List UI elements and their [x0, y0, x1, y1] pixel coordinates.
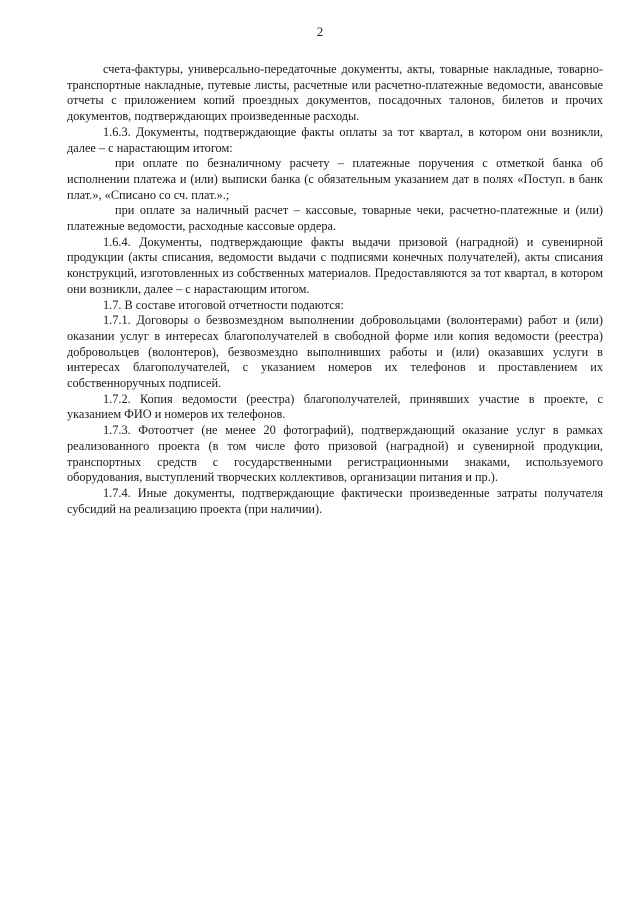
paragraph-1-7-4: 1.7.4. Иные документы, подтверждающие фактически произведенные затраты получателя субсидий на реализацию проекта (при наличии). — [67, 485, 603, 516]
paragraph-cashless-payment: при оплате по безналичному расчету – платежные поручения с отметкой банка об исполнении платежа и (или) выписки банка (с обязательным указанием дат в полях «Поступ. в банк плат.», «Списано со сч. плат.».; — [67, 156, 603, 202]
paragraph-1-7-2: 1.7.2. Копия ведомости (реестра) благополучателей, принявших участие в проекте, с указанием ФИО и номеров их телефонов. — [67, 391, 603, 422]
paragraph-1-7-3: 1.7.3. Фотоотчет (не менее 20 фотографий), подтверждающий оказание услуг в рамках реализованного проекта (в том числе фото призовой (наградной) и сувенирной продукции, транспортных средств с государственными регистрационными знаками, используемого оборудования, выступлений творческих коллективов, организации питания и пр.). — [67, 423, 603, 485]
page-number: 2 — [316, 24, 324, 39]
paragraph-1-7-1: 1.7.1. Договоры о безвозмездном выполнении добровольцами (волонтерами) работ и (или) оказании услуг в интересах благополучателей в свободной форме или копия ведомости (реестра) добровольцев (волонтеров), безвозмездно выполнивших работы и (или) оказавших услуги в интересах благополучателей, с указанием номеров их телефонов и проставлением их собственноручных подписей. — [67, 313, 603, 391]
paragraph-1-7: 1.7. В составе итоговой отчетности подаются: — [103, 297, 344, 312]
paragraph-invoice-list: счета-фактуры, универсально-передаточные документы, акты, товарные накладные, товарно-транспортные накладные, путевые листы, расчетные или расчетно-платежные ведомости, авансовые отчеты с приложением копий проездных документов, посадочных талонов, билетов и прочих документов, подтверждающих произведенные расходы. — [67, 62, 603, 124]
document-body — [67, 62, 603, 517]
paragraph-cash-payment: при оплате за наличный расчет – кассовые, товарные чеки, расчетно-платежные и (или) платежные ведомости, расходные кассовые ордера. — [67, 203, 603, 234]
paragraph-1-6-4: 1.6.4. Документы, подтверждающие факты выдачи призовой (наградной) и сувенирной продукции (акты списания, ведомости выдачи с подписями конечных получателей), акты списания конструкций, изготовленных из собственных материалов. Предоставляются за тот квартал, в котором они возникли, далее – с нарастающим итогом. — [67, 234, 603, 296]
paragraph-1-6-3: 1.6.3. Документы, подтверждающие факты оплаты за тот квартал, в котором они возникли, далее – с нарастающим итогом: — [67, 124, 603, 155]
